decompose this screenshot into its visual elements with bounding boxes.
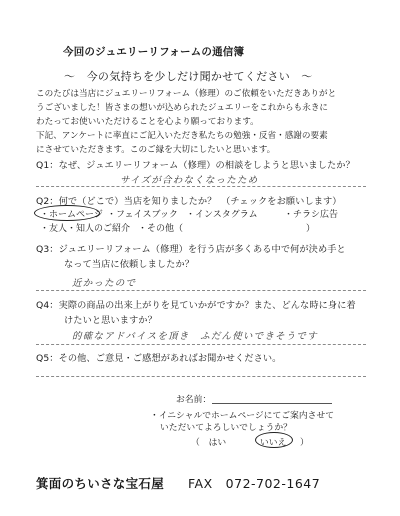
intro-line-2: うございました！皆さまの想いが込められたジュエリーをこれからも永きに [36,103,329,113]
q2-option-facebook: ・フェイスブック [107,210,178,220]
q1-question: Q1：なぜ、ジュエリーリフォーム（修理）の相談をしようと思いましたか？ [36,160,355,171]
name-underline [212,403,332,404]
fax-number: FAX 072-702-1647 [188,476,321,491]
intro-line-3: わたってお使いいただけることを心より願っております。 [36,117,259,127]
shop-name: 箕面のちいさな宝石屋 [36,476,165,491]
initials-close-paren: ） [300,438,309,448]
q1-answer: サイズが合わなくなったため [120,175,259,186]
q5-question: Q5：その他、ご意見・ご感想があればお聞かせください。 [36,353,282,364]
q2-option-flyer: ・チラシ広告 [284,210,339,220]
intro-line-4: 下記、アンケートに率直にご記入いただき私たちの勉強・反省・感謝の要素 [36,131,328,141]
name-label: お名前： [176,395,212,405]
q3-answer: 近かったので [72,278,137,289]
q4-answer: 的確なアドバイスを頂き ふだん使いできそうです [72,331,318,342]
initials-question-line-2: いただいてよろしいでしょうか？ [160,423,292,433]
initials-yes: （ はい [191,438,227,448]
q4-answer-line [36,344,366,345]
q2-option-other: ・その他（ [138,224,184,234]
q5-answer-line-1 [36,376,366,377]
q3-question-line-2: なって当店に依頼しましたか？ [64,259,195,270]
intro-line-5: にさせていただきます。このご縁を大切にしたいと思います。 [36,145,276,155]
intro-line-1: このたびは当店にジュエリーリフォーム（修理）のご依頼をいただきありがと [36,89,337,99]
initials-no: いいえ [260,438,287,448]
q2-option-friend: ・友人・知人のご紹介 [40,224,131,234]
q2-option-homepage: ・ホームページ [40,210,103,220]
q1-answer-line [36,186,366,187]
q2-question: Q2：何で（どこで）当店を知りましたか？ （チェックをお願いします） [36,196,342,207]
q2-option-instagram: ・インスタグラム [186,210,258,220]
survey-subtitle: ～ 今の気持ちを少しだけ聞かせてください ～ [64,70,313,83]
q3-question-line-1: Q3：ジュエリーリフォーム（修理）を行う店が多くある中で何が決め手と [36,244,346,255]
q3-answer-line [36,290,366,291]
survey-title: 今回のジュエリーリフォームの通信簿 [63,46,245,58]
initials-question-line-1: ・イニシャルでホームページにてご案内させて [150,411,335,421]
q2-option-other-close: ） [306,224,316,234]
q4-question-line-1: Q4：実際の商品の出来上がりを見ていかがですか？また、どんな時に身に着 [36,300,356,311]
q4-question-line-2: けたいと思いますか？ [64,315,157,326]
